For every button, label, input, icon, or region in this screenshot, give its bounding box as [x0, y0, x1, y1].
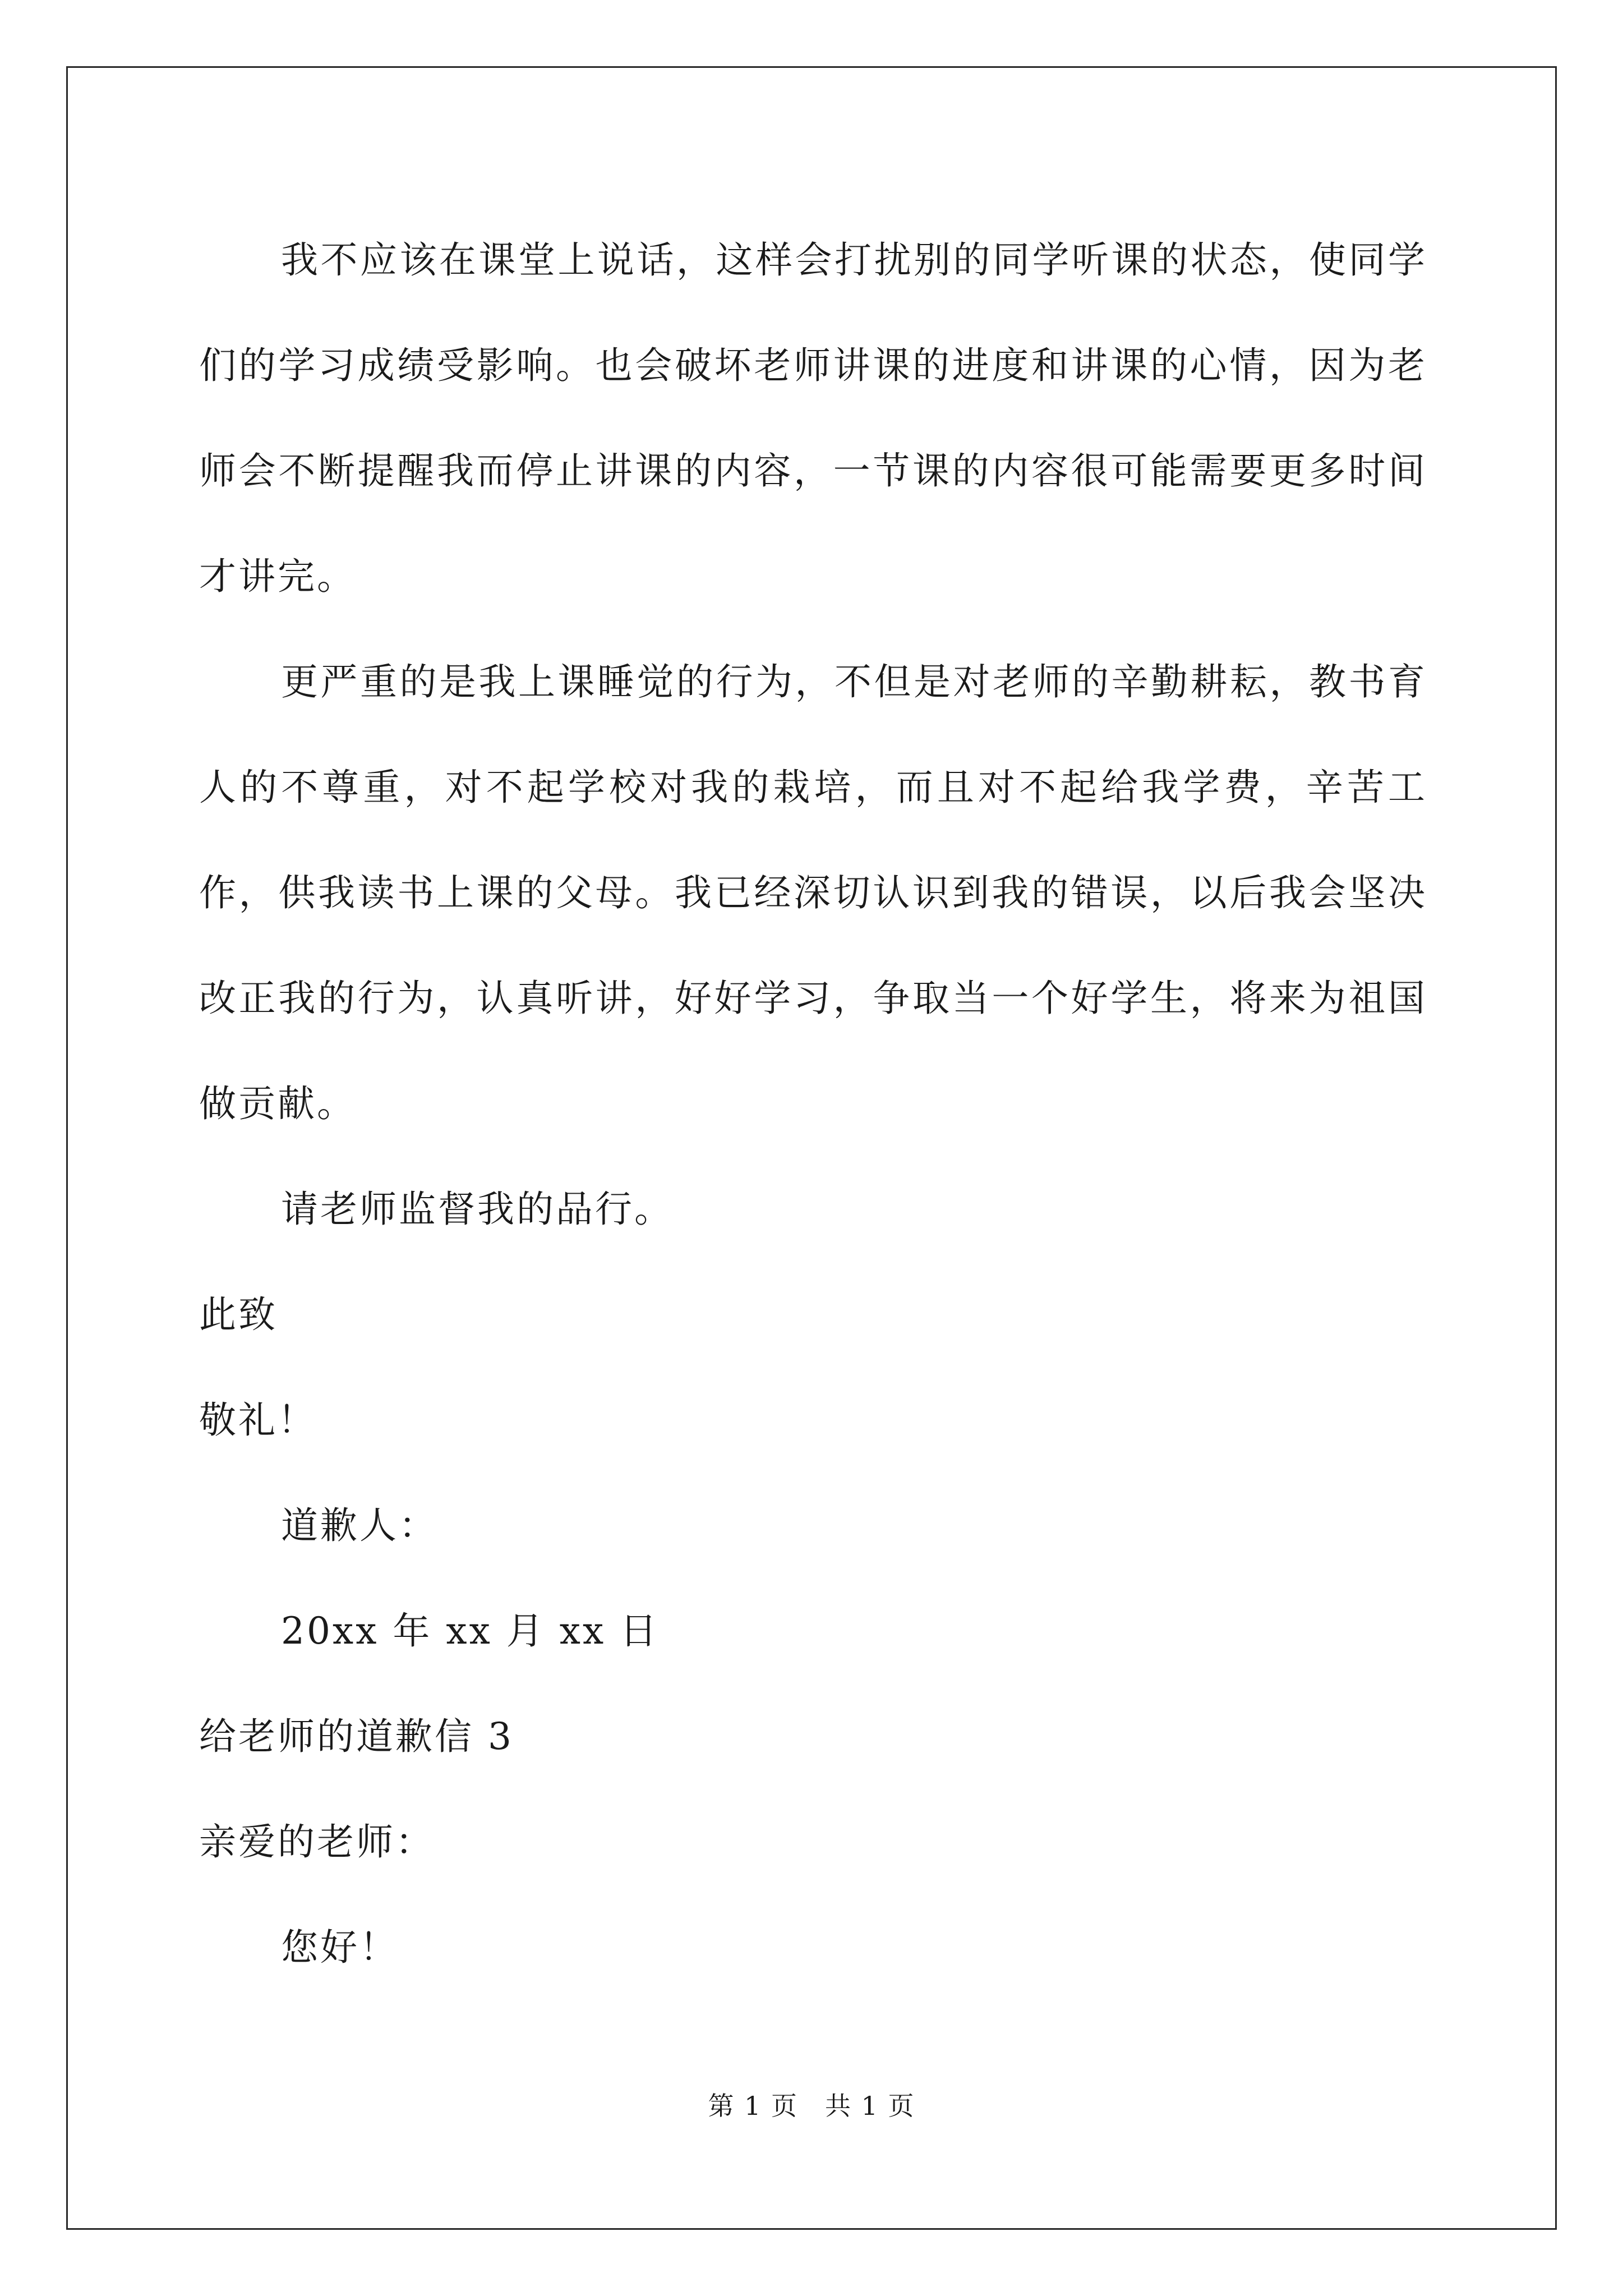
paragraph-supervise-request: 请老师监督我的品行。 [281, 1188, 674, 1231]
document-body [199, 208, 1427, 2000]
closing-salutation: 此致 [199, 1293, 278, 1336]
signature-date: 20xx 年 xx 月 xx 日 [281, 1609, 660, 1653]
section-title: 给老师的道歉信 3 [199, 1715, 514, 1758]
page-number-footer: 第 1 页 共 1 页 [708, 2091, 915, 2121]
paragraph-classroom-talking: 我不应该在课堂上说话，这样会打扰别的同学听课的状态，使同学们的学习成绩受影响。也会破坏老师讲课的进度和讲课的心情，因为老师会不断提醒我而停止讲课的内容，一节课的内容很可能需要更多时间才讲完。 [199, 238, 1427, 598]
letter-hello: 您好！ [281, 1926, 399, 1969]
paragraph-sleeping-in-class: 更严重的是我上课睡觉的行为，不但是对老师的辛勤耕耘，教书育人的不尊重，对不起学校对我的栽培，而且对不起给我学费，辛苦工作，供我读书上课的父母。我已经深切认识到我的错误，以后我会坚决改正我的行为，认真听讲，好好学习，争取当一个好学生，将来为祖国做贡献。 [199, 660, 1427, 1125]
letter-greeting: 亲爱的老师： [199, 1820, 435, 1864]
closing-respect: 敬礼！ [199, 1398, 317, 1442]
signature-apologizer: 道歉人： [281, 1504, 438, 1547]
